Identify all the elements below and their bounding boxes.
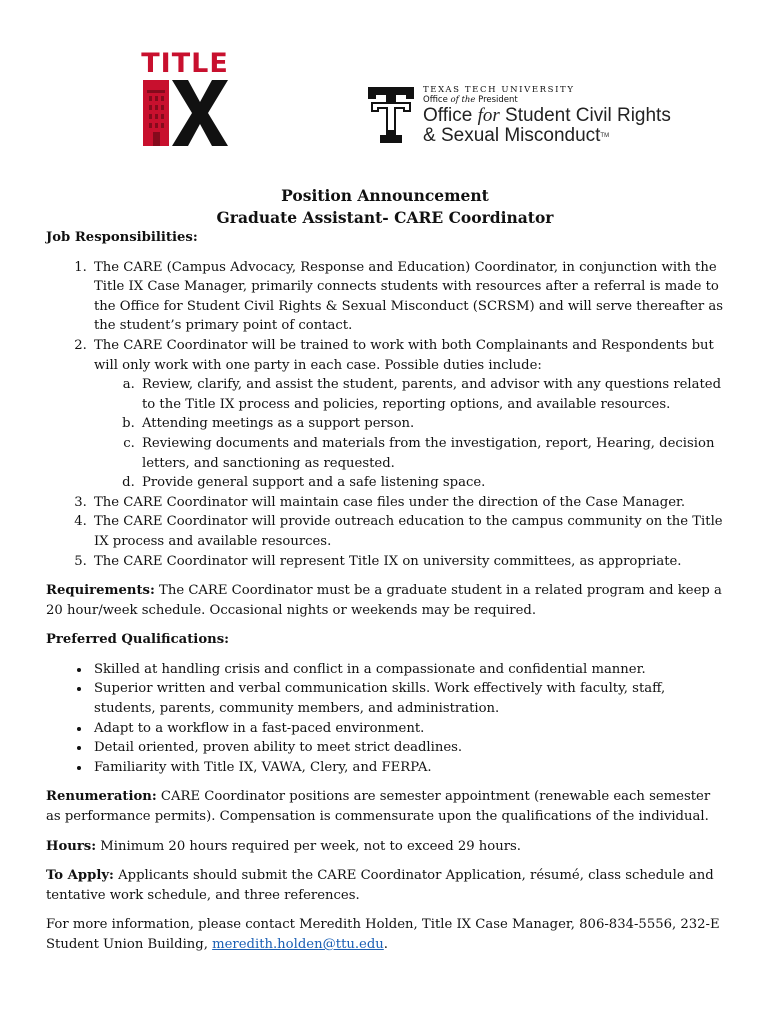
title-ix-logo (140, 50, 230, 146)
responsibilities-list (46, 258, 726, 572)
requirements-paragraph (46, 581, 726, 620)
contact-end: . (383, 937, 388, 952)
list-item-text: The CARE Coordinator will be trained to work with both Complainants and Respondents but will only work with one party in each case. Possible duties include: (94, 337, 714, 373)
ttu-office-name-line1: Office for Student Civil Rights (423, 105, 671, 126)
title-ix-logo-mark (140, 80, 230, 146)
renumeration-text: CARE Coordinator positions are semester appointment (renewable each semester as performance permits). Compensation is commensurate upon the qualifications of the individual. (46, 789, 711, 825)
apply-text: Applicants should submit the CARE Coordinator Application, résumé, class schedule and tentative work schedule, and three references. (46, 868, 714, 903)
requirements-text: The CARE Coordinator must be a graduate student in a related program and keep a 20 hour/week schedule. Occasional nights or weekends may be required. (46, 583, 722, 618)
ttu-office-logo (366, 85, 696, 147)
list-item: • Detail oriented, proven ability to meet strict deadlines. (91, 738, 726, 758)
hours-paragraph (46, 837, 726, 857)
title-ix-logo-title: TITLE (141, 48, 229, 79)
ttu-office-name-line2: & Sexual Misconduct™ (423, 125, 610, 146)
contact-paragraph (46, 915, 726, 954)
duties-list (94, 375, 726, 493)
requirements-label: Requirements: (46, 583, 155, 599)
list-item: 5. The CARE Coordinator will represent Title IX on university committees, as appropriate. (91, 552, 726, 572)
list-item (91, 336, 726, 493)
apply-label: To Apply: (46, 868, 114, 884)
ttu-university-name: TEXAS TECH UNIVERSITY (423, 85, 575, 95)
list-item: b. Attending meetings as a support person. (139, 414, 726, 434)
hours-label: Hours: (46, 838, 97, 854)
apply-paragraph (46, 866, 726, 905)
ttu-office-of-president: Office of the President (423, 95, 518, 105)
list-item: • Familiarity with Title IX, VAWA, Clery, and FERPA. (91, 758, 726, 778)
double-t-icon (366, 85, 416, 145)
contact-email-link[interactable]: meredith.holden@ttu.edu (212, 937, 384, 952)
list-item: 1. The CARE (Campus Advocacy, Response and Education) Coordinator, in conjunction with the Title IX Case Manager, primarily connects students with resources after a referral is made to the Office for Student Civil Rights & Sexual Misconduct (SCRSM) and will serve thereafter as the student’s primary point of contact. (91, 258, 726, 336)
position-announcement-title: Position Announcement (281, 186, 489, 205)
renumeration-paragraph (46, 787, 726, 826)
position-subtitle: Graduate Assistant- CARE Coordinator (216, 208, 554, 227)
list-item: c. Reviewing documents and materials from the investigation, report, Hearing, decision letters, and sanctioning as requested. (139, 434, 726, 473)
qualifications-list (46, 660, 726, 778)
renumeration-label: Renumeration: (46, 789, 157, 805)
list-item: • Skilled at handling crisis and conflict in a compassionate and confidential manner. (91, 660, 726, 680)
list-item: 4. The CARE Coordinator will provide outreach education to the campus community on the Title IX process and available resources. (91, 512, 726, 551)
hours-text: Minimum 20 hours required per week, not to exceed 29 hours. (100, 838, 521, 854)
list-item: a. Review, clarify, and assist the student, parents, and advisor with any questions related to the Title IX process and policies, reporting options, and available resources. (139, 375, 726, 414)
announcement-body (46, 228, 726, 955)
list-item: • Superior written and verbal communication skills. Work effectively with faculty, staff, students, parents, community members, and administration. (91, 679, 726, 718)
job-responsibilities-label: Job Responsibilities: (46, 230, 198, 245)
list-item: • Adapt to a workflow in a fast-paced environment. (91, 719, 726, 739)
list-item: 3. The CARE Coordinator will maintain case files under the direction of the Case Manager. (91, 493, 726, 513)
list-item: d. Provide general support and a safe listening space. (139, 473, 726, 493)
preferred-qualifications-label: Preferred Qualifications: (46, 632, 229, 648)
contact-text: For more information, please contact Meredith Holden, Title IX Case Manager, 806-834-5556, 232-E Student Union Building, (46, 917, 720, 952)
